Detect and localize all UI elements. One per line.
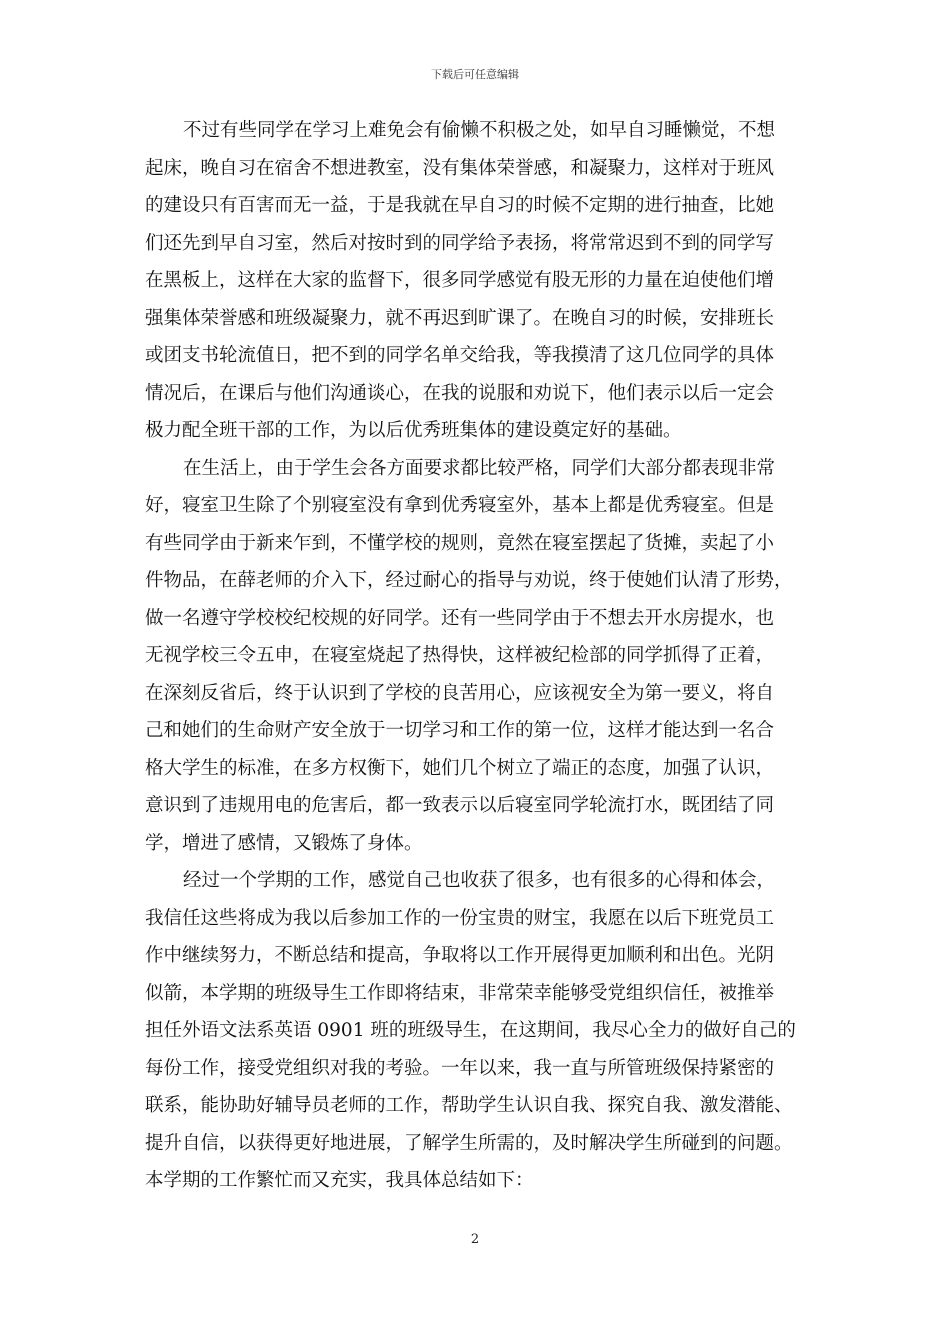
text-line: 己和她们的生命财产安全放于一切学习和工作的第一位，这样才能达到一名合 bbox=[145, 720, 775, 741]
text-line: 好，寝室卫生除了个别寝室没有拿到优秀寝室外，基本上都是优秀寝室。但是 bbox=[145, 495, 775, 516]
text-line: 件物品，在薛老师的介入下，经过耐心的指导与劝说，终于使她们认清了形势， bbox=[145, 570, 793, 591]
text-line: 不过有些同学在学习上难免会有偷懒不积极之处，如早自习睡懒觉，不想 bbox=[183, 120, 776, 141]
text-line: 或团支书轮流值日，把不到的同学名单交给我，等我摸清了这几位同学的具体 bbox=[145, 345, 775, 366]
text-line: 学，增进了感情，又锻炼了身体。 bbox=[145, 832, 423, 854]
text-line: 格大学生的标准，在多方权衡下，她们几个树立了端正的态度，加强了认识， bbox=[145, 757, 775, 779]
text-line: 提升自信，以获得更好地进展，了解学生所需的，及时解决学生所碰到的问题。 bbox=[145, 1132, 793, 1154]
text-line: 本学期的工作繁忙而又充实，我具体总结如下： bbox=[145, 1170, 534, 1191]
text-line: 无视学校三令五申，在寝室烧起了热得快，这样被纪检部的同学抓得了正着， bbox=[145, 645, 775, 666]
text-line: 联系，能协助好辅导员老师的工作，帮助学生认识自我、探究自我、激发潜能、 bbox=[145, 1095, 793, 1116]
text-line: 担任外语文法系英语 0901 班的班级导生，在这期间，我尽心全力的做好自己的 bbox=[145, 1020, 796, 1041]
text-line: 在深刻反省后，终于认识到了学校的良苦用心，应该视安全为第一要义，将自 bbox=[145, 682, 775, 704]
text-line: 在黑板上，这样在大家的监督下，很多同学感觉有股无形的力量在迫使他们增 bbox=[145, 270, 775, 291]
page-header: 下载后可任意编辑 bbox=[431, 68, 519, 81]
text-line: 的建设只有百害而无一益，于是我就在早自习的时候不定期的进行抽查，比她 bbox=[145, 195, 775, 216]
text-line: 情况后，在课后与他们沟通谈心，在我的说服和劝说下，他们表示以后一定会 bbox=[145, 382, 775, 404]
text-line: 在生活上，由于学生会各方面要求都比较严格，同学们大部分都表现非常 bbox=[183, 457, 776, 479]
body-text bbox=[145, 112, 805, 1200]
text-line: 似箭，本学期的班级导生工作即将结束，非常荣幸能够受党组织信任，被推举 bbox=[145, 982, 775, 1004]
text-line: 们还先到早自习室，然后对按时到的同学给予表扬，将常常迟到不到的同学写 bbox=[145, 232, 775, 254]
text-line: 意识到了违规用电的危害后，都一致表示以后寝室同学轮流打水，既团结了同 bbox=[145, 795, 775, 816]
text-line: 极力配全班干部的工作，为以后优秀班集体的建设奠定好的基础。 bbox=[145, 420, 682, 441]
page-number: 2 bbox=[470, 1232, 480, 1247]
text-line: 起床，晚自习在宿舍不想进教室，没有集体荣誉感，和凝聚力，这样对于班风 bbox=[145, 157, 775, 179]
text-line: 每份工作，接受党组织对我的考验。一年以来，我一直与所管班级保持紧密的 bbox=[145, 1057, 775, 1079]
text-line: 作中继续努力，不断总结和提高，争取将以工作开展得更加顺利和出色。光阴 bbox=[145, 945, 775, 966]
text-line: 做一名遵守学校校纪校规的好同学。还有一些同学由于不想去开水房提水，也 bbox=[145, 607, 775, 629]
text-line: 强集体荣誉感和班级凝聚力，就不再迟到旷课了。在晚自习的时候，安排班长 bbox=[145, 307, 775, 329]
text-line: 经过一个学期的工作，感觉自己也收获了很多，也有很多的心得和体会， bbox=[183, 870, 776, 891]
text-line: 我信任这些将成为我以后参加工作的一份宝贵的财宝，我愿在以后下班党员工 bbox=[145, 907, 775, 929]
text-line: 有些同学由于新来乍到，不懂学校的规则，竟然在寝室摆起了货摊，卖起了小 bbox=[145, 532, 775, 554]
